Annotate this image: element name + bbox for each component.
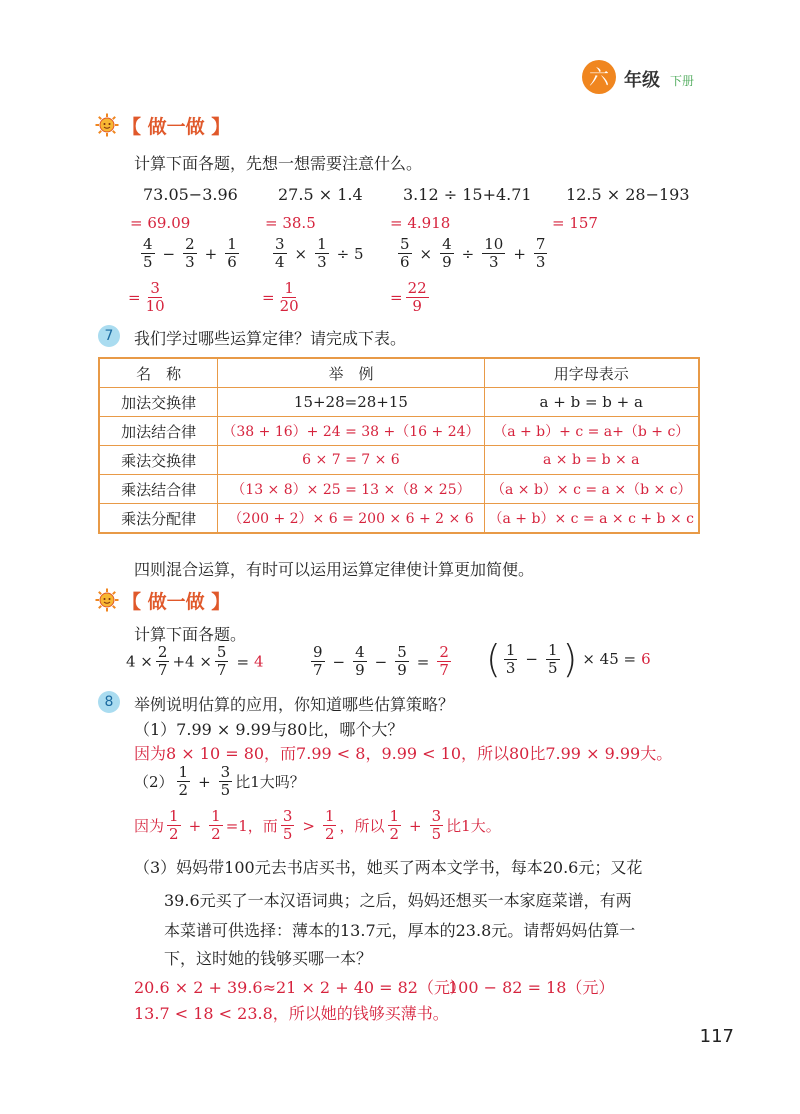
law-example: 15+28=28+15 xyxy=(218,388,484,417)
grade-label: 年级 xyxy=(624,70,660,91)
expr-3: 3.12 ÷ 15+4.71 xyxy=(403,185,532,204)
law-example: （13 × 8）× 25 = 13 ×（8 × 25） xyxy=(218,475,484,504)
q8-part-3-answer-3: 13.7 < 18 < 23.8，所以她的钱够买薄书。 xyxy=(134,1004,449,1023)
q8-part-3-answer-2: 100 − 82 = 18（元） xyxy=(448,978,615,997)
table-row xyxy=(99,388,699,417)
fraction-answer-3: = $\frac{22}{9}$ xyxy=(390,279,427,315)
sun-icon xyxy=(95,113,119,137)
fraction-expr-3: $\frac{5}{6}$ × $\frac{4}{9}$ ÷ $\frac{10}{3}$ + $\frac{7}{3}$ xyxy=(400,235,546,271)
grade-badge: 六 xyxy=(582,60,616,94)
table-header-row xyxy=(99,358,699,388)
law-formula: a + b = b + a xyxy=(484,388,699,417)
table-header: 举 例 xyxy=(218,358,484,388)
law-example: 6 × 7 = 7 × 6 xyxy=(218,446,484,475)
law-formula: a × b = b × a xyxy=(484,446,699,475)
law-name: 乘法分配律 xyxy=(99,504,218,534)
sun-icon xyxy=(95,588,119,612)
practice-2-expr-1: 4 × $\frac{2}{7}$ +4 × $\frac{5}{7}$ = 4 xyxy=(126,643,264,679)
operation-laws-table xyxy=(98,357,700,534)
law-formula: （a + b）× c = a × c + b × c xyxy=(484,504,699,534)
law-example: （38 + 16）+ 24 = 38 +（16 + 24） xyxy=(218,417,484,446)
q8-part-2-answer: 因为 $\frac{1}{2}$ + $\frac{1}{2}$ =1，而 $\frac{3}{5}$ > $\frac{1}{2}$ ，所以 $\frac{1}{2}$ + $\frac{3}{5}$ 比1大。 xyxy=(134,807,501,843)
answer-3: = 4.918 xyxy=(390,214,451,232)
answer-2: = 38.5 xyxy=(265,214,316,232)
section-title-practice-1: 【 做一做 】 xyxy=(122,116,231,138)
q8-part-2-label: （2） $\frac{1}{2}$ + $\frac{3}{5}$ 比1大吗？ xyxy=(134,763,305,799)
law-name: 加法交换律 xyxy=(99,388,218,417)
table-row xyxy=(99,475,699,504)
law-formula: （a + b）+ c = a+（b + c） xyxy=(484,417,699,446)
q8-part-1-answer: 因为8 × 10 = 80，而7.99 < 8，9.99 < 10，所以80比7.99 × 9.99大。 xyxy=(134,744,673,763)
table-row xyxy=(99,504,699,534)
fraction-expr-2: $\frac{3}{4}$ × $\frac{1}{3}$ ÷ 5 xyxy=(275,235,364,271)
q8-part-3-line-2: 39.6元买了一本汉语词典；之后，妈妈还想买一本家庭菜谱，有两 xyxy=(164,891,632,910)
law-name: 加法结合律 xyxy=(99,417,218,446)
table-row xyxy=(99,446,699,475)
q8-part-3-line-4: 下，这时她的钱够买哪一本？ xyxy=(164,949,373,968)
law-name: 乘法交换律 xyxy=(99,446,218,475)
expr-4: 12.5 × 28−193 xyxy=(566,185,690,204)
table-header: 用字母表示 xyxy=(484,358,699,388)
table-header: 名 称 xyxy=(99,358,218,388)
section-title-practice-2: 【 做一做 】 xyxy=(122,591,231,613)
answer-4: = 157 xyxy=(552,214,598,232)
law-example: （200 + 2）× 6 = 200 × 6 + 2 × 6 xyxy=(218,504,484,534)
question-7-note: 四则混合运算，有时可以运用运算定律使计算更加简便。 xyxy=(134,560,535,579)
fraction-expr-1: $\frac{4}{5}$ − $\frac{2}{3}$ + $\frac{1}{6}$ xyxy=(143,235,237,271)
expr-2: 27.5 × 1.4 xyxy=(278,185,363,204)
fraction-answer-2: = $\frac{1}{20}$ xyxy=(262,279,299,315)
table-row xyxy=(99,417,699,446)
answer-1: = 69.09 xyxy=(130,214,191,232)
question-7-text: 我们学过哪些运算定律？请完成下表。 xyxy=(134,329,407,348)
fraction-answer-1: = $\frac{3}{10}$ xyxy=(128,279,165,315)
law-name: 乘法结合律 xyxy=(99,475,218,504)
page-number: 117 xyxy=(699,1026,734,1047)
question-number-8: 8 xyxy=(98,691,120,713)
volume-label: 下册 xyxy=(670,74,695,88)
question-number-7: 7 xyxy=(98,325,120,347)
practice-2-expr-2: $\frac{9}{7}$ − $\frac{4}{9}$ − $\frac{5}{9}$ = $\frac{2}{7}$ xyxy=(313,643,449,679)
practice-1-instruction: 计算下面各题，先想一想需要注意什么。 xyxy=(134,154,423,173)
q8-part-3-line-3: 本菜谱可供选择：薄本的13.7元，厚本的23.8元。请帮妈妈估算一 xyxy=(164,921,636,940)
expr-1: 73.05−3.96 xyxy=(143,185,238,204)
law-formula: （a × b）× c = a ×（b × c） xyxy=(484,475,699,504)
practice-2-expr-3: ( $\frac{1}{3}$ − $\frac{1}{5}$ ) × 45 = 6 xyxy=(486,637,651,681)
q8-part-3-answer-1: 20.6 × 2 + 39.6≈21 × 2 + 40 = 82（元） xyxy=(134,978,466,997)
q8-part-1-label: （1）7.99 × 9.99与80比，哪个大？ xyxy=(134,720,404,739)
practice-2-instruction: 计算下面各题。 xyxy=(134,625,247,644)
question-8-text: 举例说明估算的应用，你知道哪些估算策略？ xyxy=(134,695,455,714)
q8-part-3-line-1: （3）妈妈带100元去书店买书，她买了两本文学书，每本20.6元；又花 xyxy=(134,858,643,877)
